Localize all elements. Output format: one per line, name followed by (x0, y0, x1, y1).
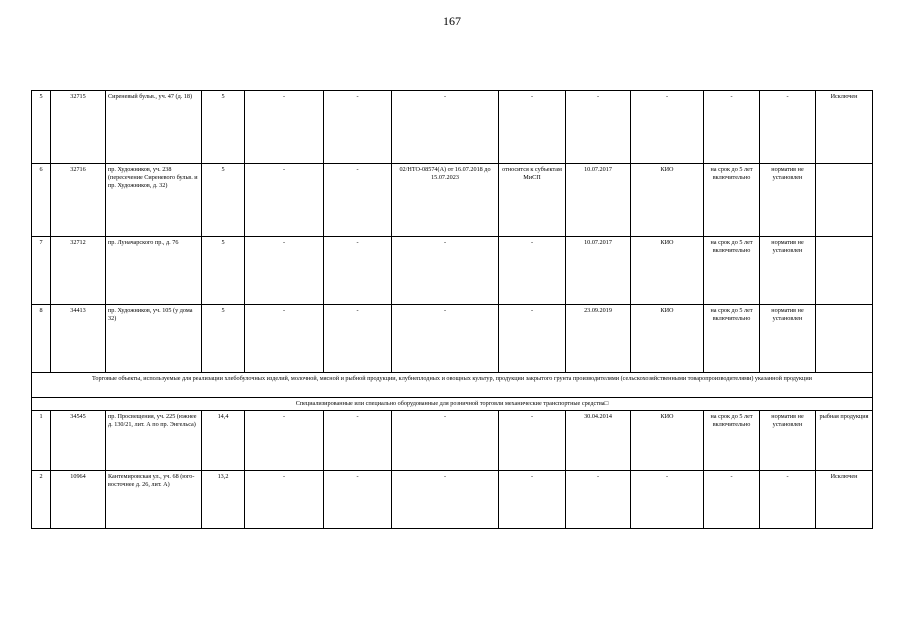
standard-cell: норматив не установлен (760, 305, 816, 373)
term-cell: на срок до 5 лет включительно (704, 411, 760, 471)
standard-cell: норматив не установлен (760, 237, 816, 305)
object-id-cell: 32715 (51, 91, 106, 164)
object-id-cell: 32712 (51, 237, 106, 305)
cell-cell: - (245, 91, 324, 164)
date-cell: 23.09.2019 (566, 305, 631, 373)
term-cell: на срок до 5 лет включительно (704, 237, 760, 305)
cell-cell: - (245, 471, 324, 529)
smb-status-cell: - (499, 237, 566, 305)
contract-cell: 02/НТО-08574(А) от 16.07.2018 до 15.07.2023 (392, 164, 499, 237)
term-cell: - (704, 471, 760, 529)
smb-status-cell: - (499, 411, 566, 471)
object-id-cell: 10964 (51, 471, 106, 529)
object-id-cell: 34413 (51, 305, 106, 373)
note-cell (816, 305, 873, 373)
date-cell: 10.07.2017 (566, 237, 631, 305)
note-cell: Исключен (816, 91, 873, 164)
section-header: Торговые объекты, используемые для реализации хлебобулочных изделий, молочной, мясной и рыбной продукции, клубнеплодных и овощных культур, продукции закрытого грунта производителями (сельскохозяйственными товаропроизводителями) указанной продукции (32, 373, 873, 398)
cell-cell: - (324, 91, 392, 164)
area-cell: 5 (202, 237, 245, 305)
cell-cell: - (245, 237, 324, 305)
area-cell: 14,4 (202, 411, 245, 471)
standard-cell: - (760, 471, 816, 529)
table-row (32, 91, 873, 164)
contract-cell: - (392, 411, 499, 471)
smb-status-cell: - (499, 91, 566, 164)
date-cell: 30.04.2014 (566, 411, 631, 471)
address-cell: пр. Художников, уч. 238 (пересечение Сиреневого бульв. и пр. Художников, д. 32) (106, 164, 202, 237)
date-cell: 10.07.2017 (566, 164, 631, 237)
standard-cell: - (760, 91, 816, 164)
contract-cell: - (392, 91, 499, 164)
row-number-cell: 1 (32, 411, 51, 471)
smb-status-cell: - (499, 471, 566, 529)
address-cell: пр. Просвещения, уч. 225 (южнее д. 130/21, лит. А по пр. Энгельса) (106, 411, 202, 471)
cell-cell: - (245, 305, 324, 373)
cell-cell: - (324, 164, 392, 237)
term-cell: - (704, 91, 760, 164)
table-row (32, 471, 873, 529)
smb-status-cell: относится к субъектам МиСП (499, 164, 566, 237)
row-number-cell: 6 (32, 164, 51, 237)
table-row (32, 164, 873, 237)
subsection-header-row (32, 398, 873, 411)
note-cell: рыбная продукция (816, 411, 873, 471)
date-cell: - (566, 471, 631, 529)
table-row (32, 411, 873, 471)
object-id-cell: 32716 (51, 164, 106, 237)
standard-cell: норматив не установлен (760, 411, 816, 471)
address-cell: пр. Художников, уч. 105 (у дома 32) (106, 305, 202, 373)
authority-cell: КИО (631, 237, 704, 305)
table-row (32, 305, 873, 373)
contract-cell: - (392, 471, 499, 529)
contract-cell: - (392, 305, 499, 373)
note-cell (816, 164, 873, 237)
cell-cell: - (324, 411, 392, 471)
authority-cell: - (631, 471, 704, 529)
page-number: 167 (443, 14, 461, 28)
area-cell: 5 (202, 164, 245, 237)
note-cell (816, 237, 873, 305)
address-cell: Кантемировская ул., уч. 68 (юго-восточнее д. 26, лит. А) (106, 471, 202, 529)
term-cell: на срок до 5 лет включительно (704, 164, 760, 237)
authority-cell: КИО (631, 164, 704, 237)
date-cell: - (566, 91, 631, 164)
table-row (32, 237, 873, 305)
address-cell: пр. Луначарского пр., д. 76 (106, 237, 202, 305)
area-cell: 13,2 (202, 471, 245, 529)
row-number-cell: 2 (32, 471, 51, 529)
cell-cell: - (324, 471, 392, 529)
smb-status-cell: - (499, 305, 566, 373)
registry-table (31, 90, 873, 529)
standard-cell: норматив не установлен (760, 164, 816, 237)
term-cell: на срок до 5 лет включительно (704, 305, 760, 373)
row-number-cell: 8 (32, 305, 51, 373)
cell-cell: - (245, 411, 324, 471)
authority-cell: - (631, 91, 704, 164)
address-cell: Сиреневый бульв., уч. 47 (д. 18) (106, 91, 202, 164)
authority-cell: КИО (631, 305, 704, 373)
cell-cell: - (245, 164, 324, 237)
subsection-header: Специализированные или специально оборудованные для розничной торговли механические транспортные средства□ (32, 398, 873, 411)
contract-cell: - (392, 237, 499, 305)
cell-cell: - (324, 305, 392, 373)
object-id-cell: 34545 (51, 411, 106, 471)
row-number-cell: 5 (32, 91, 51, 164)
authority-cell: КИО (631, 411, 704, 471)
section-header-row (32, 373, 873, 398)
area-cell: 5 (202, 91, 245, 164)
cell-cell: - (324, 237, 392, 305)
row-number-cell: 7 (32, 237, 51, 305)
note-cell: Исключен (816, 471, 873, 529)
area-cell: 5 (202, 305, 245, 373)
